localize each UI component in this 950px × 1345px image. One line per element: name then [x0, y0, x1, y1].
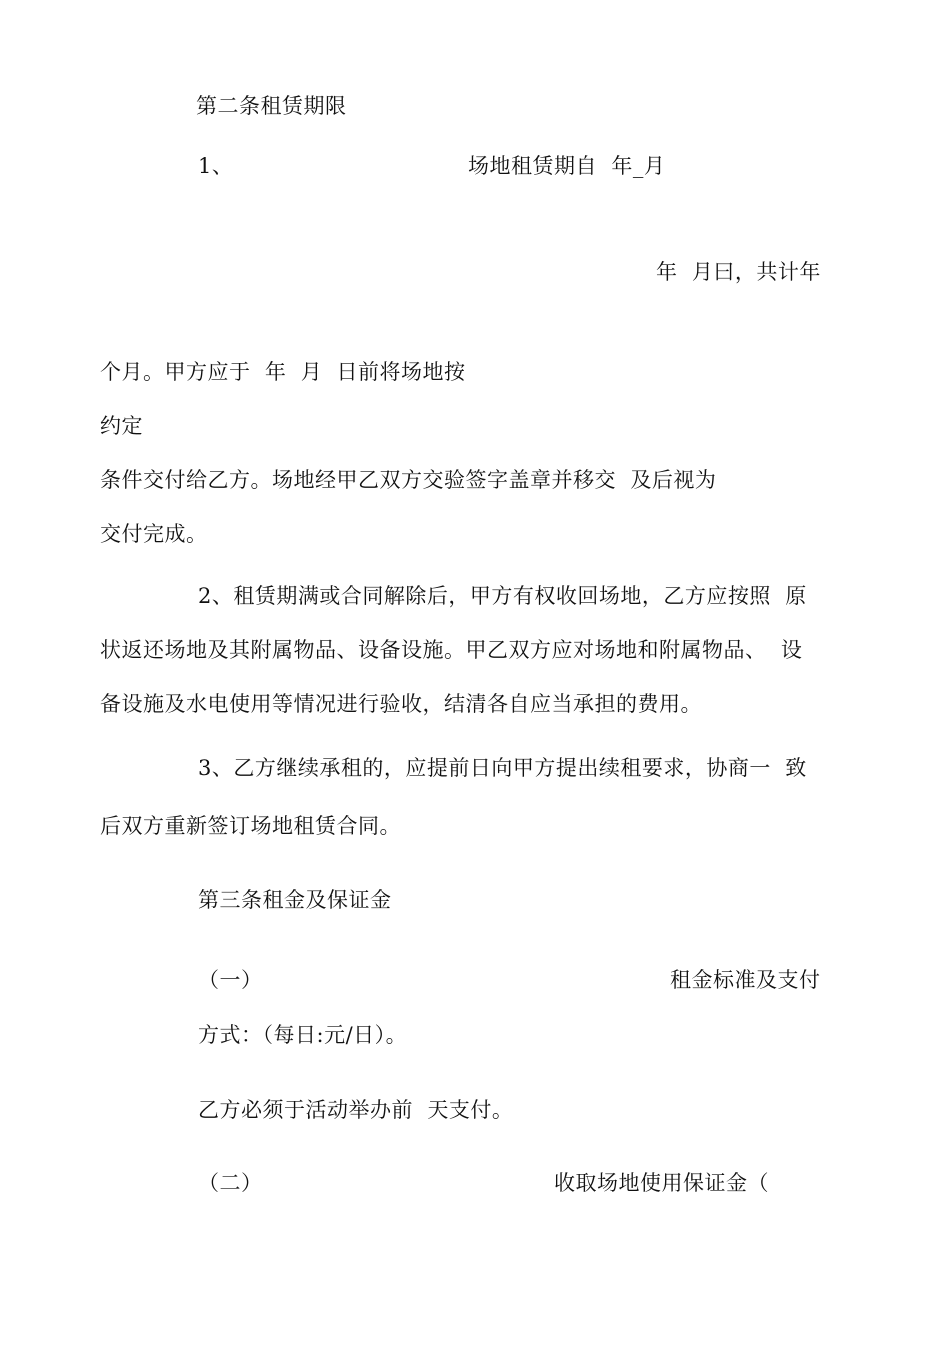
item1-number: 1、: [198, 154, 234, 178]
part2-title: 收取场地使用保证金（: [554, 1171, 769, 1195]
item1-text-c: 个月。甲方应于 年 月 日前将场地按: [100, 360, 466, 384]
item1-text-a: 场地租赁期自 年_月: [468, 154, 666, 178]
item2-line2: 状返还场地及其附属物品、设备设施。甲乙双方应对场地和附属物品、 设: [100, 638, 803, 662]
item1-text-f: 交付完成。: [100, 522, 208, 546]
item1-text-d: 约定: [100, 414, 143, 438]
part1-title: 租金标准及支付: [670, 968, 821, 992]
item1-text-e: 条件交付给乙方。场地经甲乙双方交验签字盖章并移交 及后视为: [100, 468, 717, 492]
item3-line2: 后双方重新签订场地租赁合同。: [100, 814, 401, 838]
item1-text-b: 年 月曰，共计年: [656, 260, 821, 284]
item3-line1: 3、乙方继续承租的，应提前日向甲方提出续租要求，协商一 致: [198, 756, 807, 780]
item2-line1: 2、租赁期满或合同解除后，甲方有权收回场地，乙方应按照 原: [198, 584, 807, 608]
part1-payment: 乙方必须于活动举办前 天支付。: [198, 1098, 514, 1122]
part2-label: （二）: [198, 1171, 263, 1195]
part1-method: 方式：（每日:元/日）。: [198, 1023, 408, 1047]
item2-line3: 备设施及水电使用等情况进行验收，结清各自应当承担的费用。: [100, 692, 702, 716]
article3-heading: 第三条租金及保证金: [198, 888, 392, 912]
article2-heading: 第二条租赁期限: [196, 94, 347, 118]
part1-label: （一）: [198, 968, 263, 992]
